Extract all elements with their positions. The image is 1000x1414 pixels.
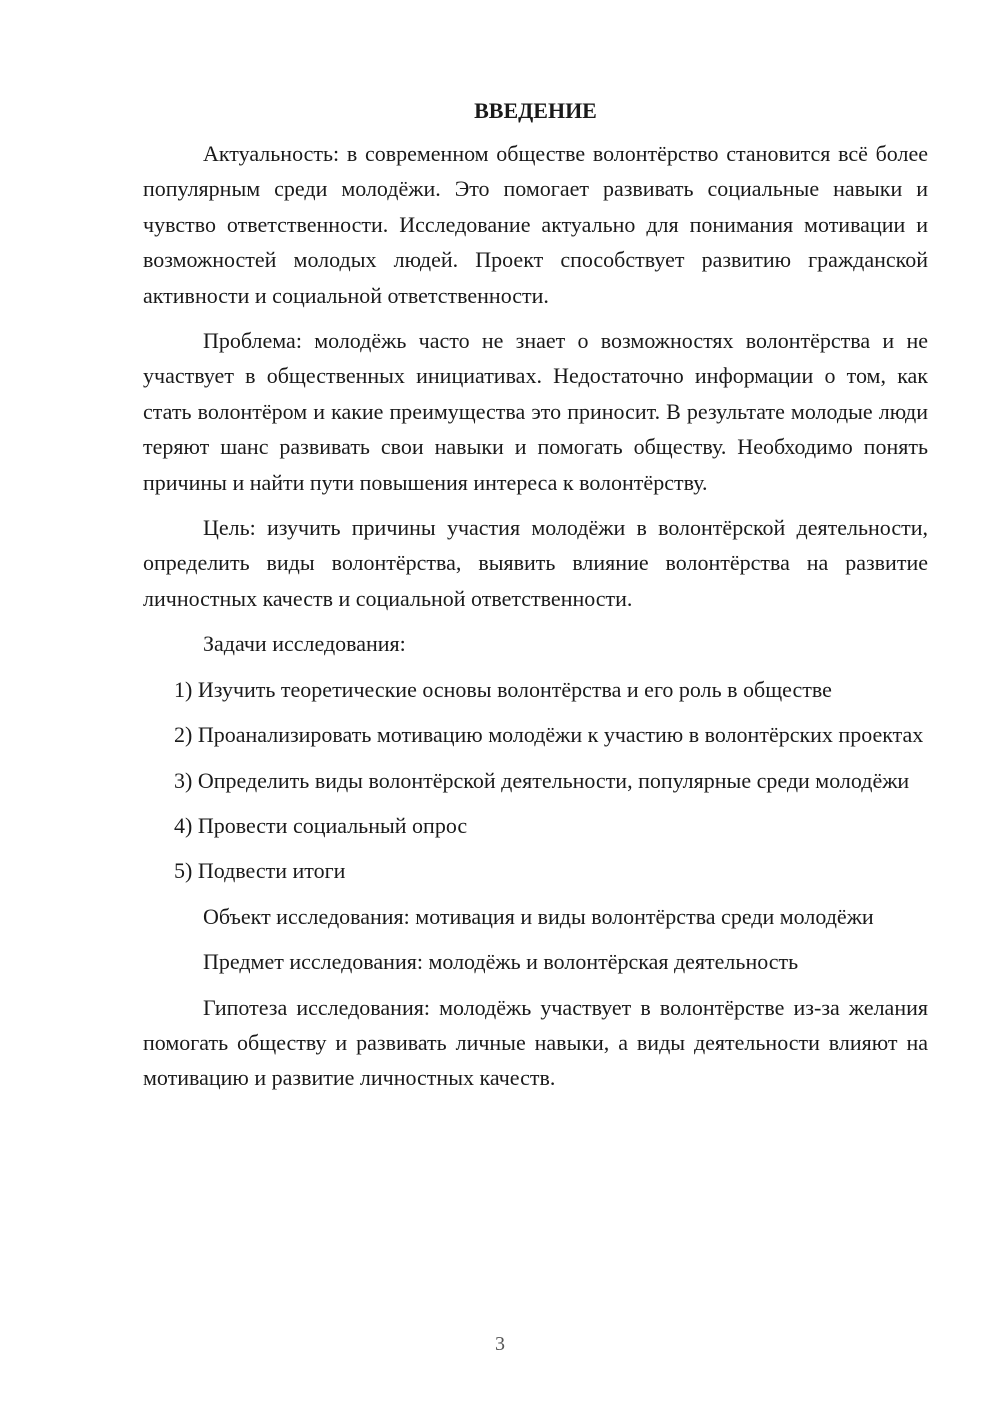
task-item-5: 5) Подвести итоги <box>174 858 346 884</box>
paragraph-object: Объект исследования: мотивация и виды волонтёрства среди молодёжи <box>203 903 874 929</box>
document-page <box>143 96 928 1106</box>
page-number: 3 <box>495 1333 505 1355</box>
paragraph-goal: Цель: изучить причины участия молодёжи в волонтёрской деятельности, определить виды волонтёрства, выявить влияние волонтёрства на развитие личностных качеств и социальной ответственности. <box>143 515 928 611</box>
task-item-4: 4) Провести социальный опрос <box>174 812 468 838</box>
paragraph-hypothesis: Гипотеза исследования: молодёжь участвует в волонтёрстве из-за желания помогать обществу и развивать личные навыки, а виды деятельности влияют на мотивацию и развитие личностных качеств. <box>143 994 928 1091</box>
task-item-2: 2) Проанализировать мотивацию молодёжи к участию в волонтёрских проектах <box>174 722 924 748</box>
task-item-3: 3) Определить виды волонтёрской деятельности, популярные среди молодёжи <box>174 767 910 793</box>
paragraph-relevance: Актуальность: в современном обществе волонтёрство становится всё более популярным среди молодёжи. Это помогает развивать социальные навыки и чувство ответственности. Исследование актуально для понимания мотивации и возможностей молодых людей. Проект способствует развитию гражданской активности и социальной ответственности. <box>143 141 928 308</box>
task-item-1: 1) Изучить теоретические основы волонтёрства и его роль в обществе <box>174 676 832 702</box>
paragraph-subject: Предмет исследования: молодёжь и волонтёрская деятельность <box>203 949 799 975</box>
section-title: ВВЕДЕНИЕ <box>474 98 597 123</box>
tasks-heading: Задачи исследования: <box>203 631 406 657</box>
paragraph-problem: Проблема: молодёжь часто не знает о возможностях волонтёрства и не участвует в общественных инициативах. Недостаточно информации о том, как стать волонтёром и какие преимущества это приносит. В результате молодые люди теряют шанс развивать свои навыки и помогать обществу. Необходимо понять причины и найти пути повышения интереса к волонтёрству. <box>143 328 928 495</box>
